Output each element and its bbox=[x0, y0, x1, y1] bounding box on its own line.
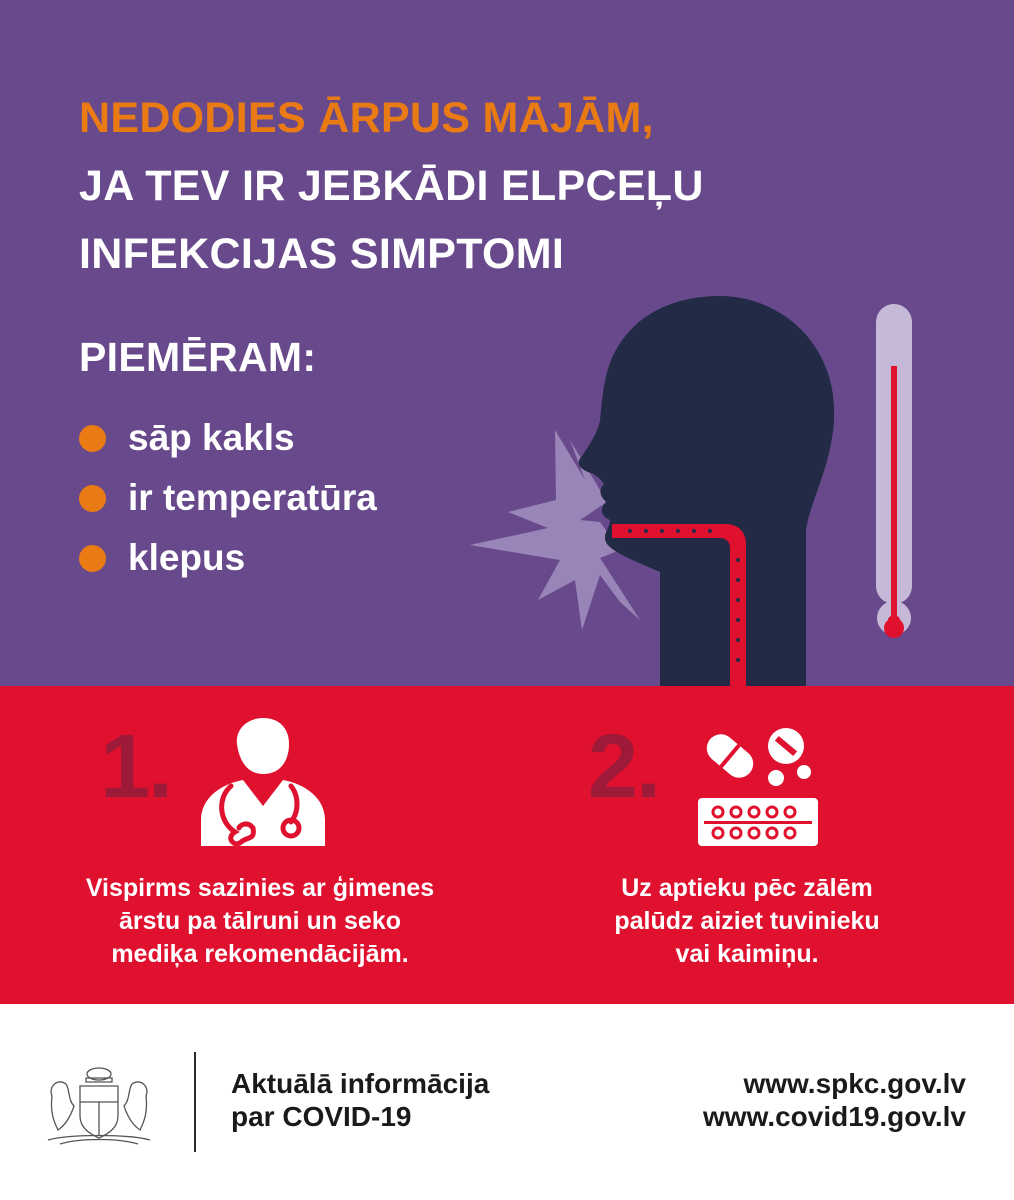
step-1 bbox=[0, 686, 480, 1004]
thermometer-icon bbox=[876, 304, 912, 638]
headline-line-2: JA TEV IR JEBKĀDI ELPCEĻU bbox=[79, 162, 704, 210]
symptom-label: klepus bbox=[128, 537, 246, 578]
symptom-list bbox=[79, 408, 377, 588]
symptom-label: ir temperatūra bbox=[128, 477, 377, 518]
info-line-1: Aktuālā informācija bbox=[231, 1068, 490, 1099]
step-number: 1. bbox=[100, 717, 172, 817]
info-line-2: par COVID-19 bbox=[231, 1101, 412, 1132]
link-spkc[interactable]: www.spkc.gov.lv bbox=[743, 1068, 966, 1099]
symptom-item bbox=[79, 468, 377, 528]
symptom-item bbox=[79, 408, 377, 468]
info-caption bbox=[231, 1067, 489, 1133]
footer bbox=[0, 1004, 1014, 1200]
website-links bbox=[703, 1067, 966, 1133]
bullet-dot-icon bbox=[79, 545, 106, 572]
bullet-dot-icon bbox=[79, 485, 106, 512]
link-covid19[interactable]: www.covid19.gov.lv bbox=[703, 1101, 966, 1132]
footer-divider bbox=[194, 1052, 196, 1152]
examples-heading: PIEMĒRAM: bbox=[79, 334, 317, 380]
bullet-dot-icon bbox=[79, 425, 106, 452]
doctor-icon bbox=[197, 716, 329, 846]
sick-person-illustration bbox=[460, 290, 1014, 686]
latvia-coat-of-arms-icon bbox=[40, 1060, 158, 1146]
symptom-label: sāp kakls bbox=[128, 417, 295, 458]
step-description: Vispirms sazinies ar ģimenes ārstu pa tālruni un seko mediķa rekomendācijām. bbox=[85, 874, 435, 968]
step-number: 2. bbox=[588, 717, 660, 817]
headline-line-3: INFEKCIJAS SIMPTOMI bbox=[79, 230, 565, 278]
headline bbox=[79, 84, 879, 288]
step-2 bbox=[507, 686, 987, 1004]
headline-line-1: NEDODIES ĀRPUS MĀJĀM, bbox=[79, 94, 654, 142]
medicine-pills-icon bbox=[694, 716, 826, 846]
step-description: Uz aptieku pēc zālēm palūdz aiziet tuvinieku vai kaimiņu. bbox=[614, 874, 880, 968]
advice-panel bbox=[0, 686, 1014, 1004]
head-silhouette-icon bbox=[579, 296, 834, 686]
symptom-item bbox=[79, 528, 377, 588]
